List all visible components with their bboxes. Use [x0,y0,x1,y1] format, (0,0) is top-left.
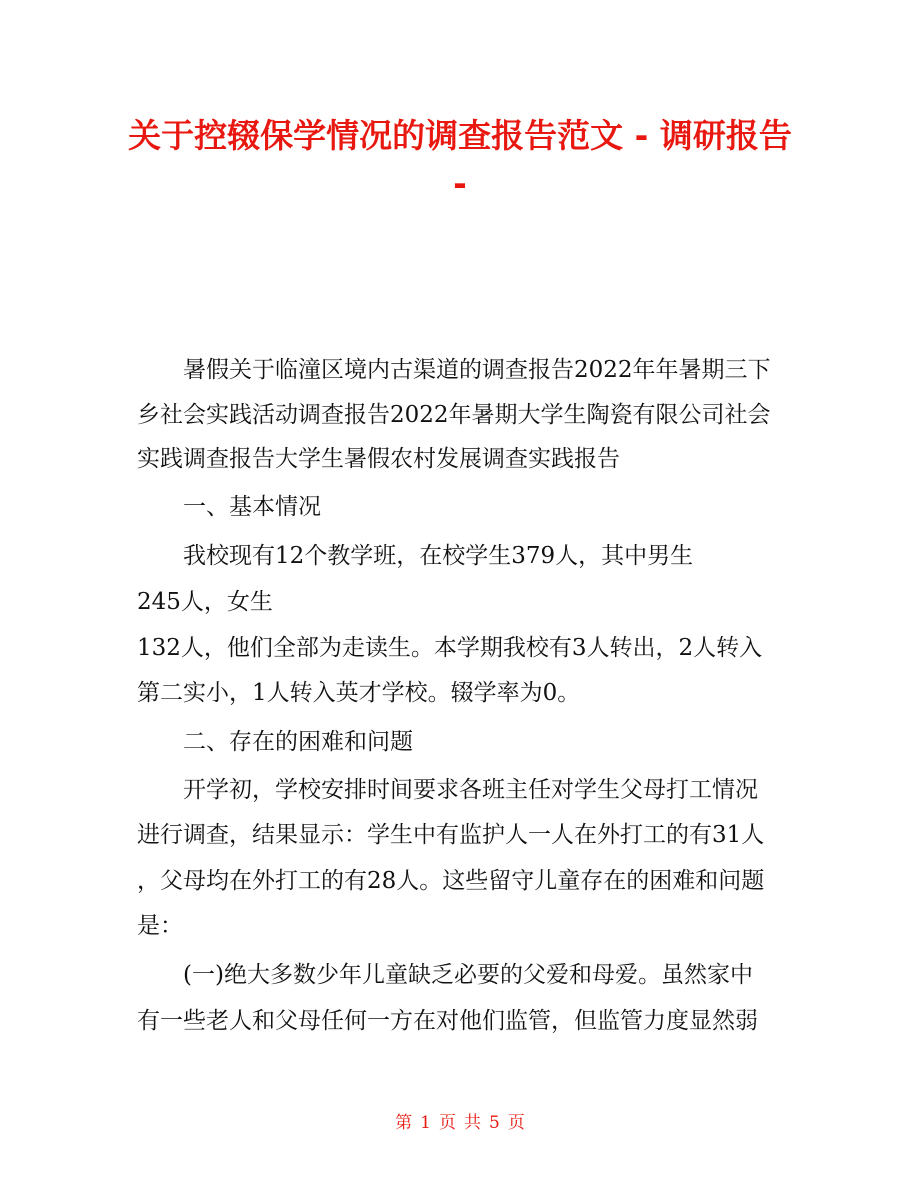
body-line-12: ，父母均在外打工的有28人。这些留守儿童存在的困难和问题 [137,868,765,894]
section-heading-2: 二、存在的困难和问题 [183,729,413,755]
body-line-1: 暑假关于临潼区境内古渠道的调查报告2022年年暑期三下 [183,357,771,383]
body-line-2: 乡社会实践活动调查报告2022年暑期大学生陶瓷有限公司社会 [137,402,771,428]
section-heading-1: 一、基本情况 [183,494,321,520]
body-line-11: 进行调查，结果显示：学生中有监护人一人在外打工的有31人 [137,822,765,848]
body-line-10: 开学初，学校安排时间要求各班主任对学生父母打工情况 [183,777,758,803]
body-line-5: 我校现有12个教学班，在校学生379人，其中男生 [183,543,694,569]
footer-total-pages: 5 [489,1113,500,1133]
body-line-15: 有一些老人和父母任何一方在对他们监管，但监管力度显然弱 [137,1008,758,1034]
body-line-6: 245人，女生 [137,589,273,615]
footer-label-ye-2: 页 [507,1113,525,1133]
footer-label-gong: 共 [464,1113,481,1133]
footer-label-ye: 页 [439,1113,456,1133]
footer-label-di: 第 [395,1113,413,1133]
footer-page-number: 1 [420,1113,431,1133]
body-line-13: 是： [137,913,183,939]
body-line-14: (一)绝大多数少年儿童缺乏必要的父爱和母爱。虽然家中 [183,962,753,988]
body-line-8: 第二实小，1人转入英才学校。辍学率为0。 [137,680,581,706]
body-line-3: 实践调查报告大学生暑假农村发展调查实践报告 [137,446,620,472]
document-title-line-2: - [453,164,467,203]
body-line-7: 132人，他们全部为走读生。本学期我校有3人转出，2人转入 [137,635,763,661]
page-footer [0,1112,920,1134]
document-title-line-1: 关于控辍保学情况的调查报告范文 - 调研报告 [128,116,792,155]
